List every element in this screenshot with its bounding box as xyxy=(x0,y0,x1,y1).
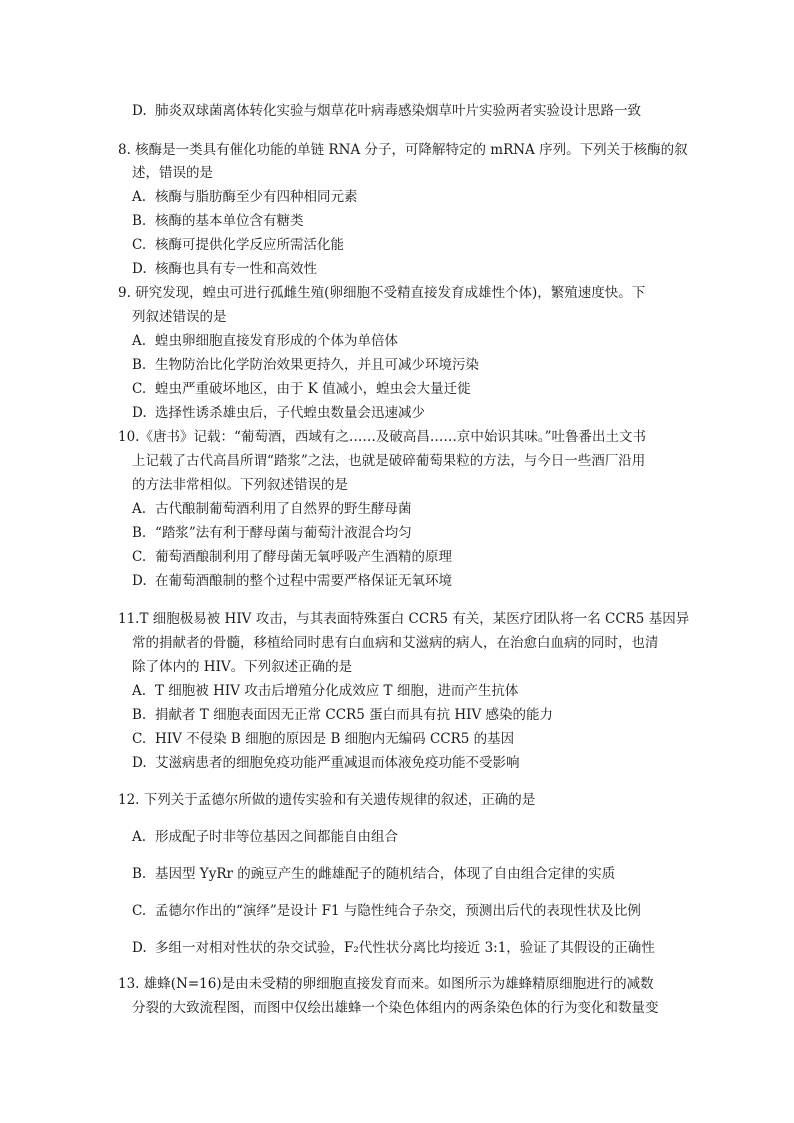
q8-option-d xyxy=(132,259,317,279)
q10-option-a xyxy=(132,499,412,519)
q9-option-a xyxy=(132,331,398,351)
q9-stem-line-1: 9. 研究发现，蝗虫可进行孤雌生殖(卵细胞不受精直接发育成雄性个体)，繁殖速度快。下 xyxy=(118,285,646,301)
option-text: 核酶与脂肪酶至少有四种相同元素 xyxy=(155,189,358,205)
option-text: 在葡萄酒酿制的整个过程中需要严格保证无氧环境 xyxy=(155,573,452,589)
q12-stem-line-1: 12. 下列关于孟德尔所做的遗传实验和有关遗传规律的叙述，正确的是 xyxy=(118,792,536,808)
q9-option-b xyxy=(132,355,479,375)
option-label: B. xyxy=(132,357,147,373)
option-label: B. xyxy=(132,525,147,541)
q12-option-d xyxy=(132,938,655,958)
option-label: C. xyxy=(132,549,147,565)
q11-option-b xyxy=(132,705,553,725)
q11-option-a xyxy=(132,681,518,701)
option-text: 孟德尔作出的“演绎”是设计 F1 与隐性纯合子杂交，预测出后代的表现性状及比例 xyxy=(155,903,641,919)
option-text: 基因型 YyRr 的豌豆产生的雌雄配子的随机结合，体现了自由组合定律的实质 xyxy=(155,866,616,882)
option-label: D. xyxy=(132,573,147,589)
option-text: T 细胞被 HIV 攻击后增殖分化成效应 T 细胞，进而产生抗体 xyxy=(155,683,519,699)
option-label: A. xyxy=(132,501,147,517)
option-label: A. xyxy=(132,189,147,205)
option-text: 蝗虫严重破坏地区，由于 K 值减小，蝗虫会大量迁徙 xyxy=(155,381,471,397)
option-label: C. xyxy=(132,731,147,747)
option-label: B. xyxy=(132,866,147,882)
option-label: A. xyxy=(132,683,147,699)
q13-stem-line-1: 13. 雄蜂(N=16)是由未受精的卵细胞直接发育而来。如图所示为雄蜂精原细胞进行的减数 xyxy=(118,976,654,992)
q12-option-c xyxy=(132,901,641,921)
q10-option-b xyxy=(132,523,412,543)
q7-option-d xyxy=(132,101,641,121)
option-text: 肺炎双球菌离体转化实验与烟草花叶病毒感染烟草叶片实验两者实验设计思路一致 xyxy=(155,103,641,119)
q8-option-a xyxy=(132,187,358,207)
q9-stem-line-2: 列叙述错误的是 xyxy=(132,309,227,325)
option-text: 核酶可提供化学反应所需活化能 xyxy=(155,237,344,253)
q8-option-b xyxy=(132,211,304,231)
option-label: D. xyxy=(132,405,147,421)
q8-option-c xyxy=(132,235,344,255)
option-label: A. xyxy=(132,333,147,349)
q9-option-c xyxy=(132,379,471,399)
option-label: A. xyxy=(132,829,147,845)
q10-stem-line-2: 上记载了古代高昌所谓“踏浆”之法，也就是破碎葡萄果粒的方法，与今日一些酒厂沿用 xyxy=(132,453,646,469)
option-label: C. xyxy=(132,237,147,253)
option-label: B. xyxy=(132,213,147,229)
q8-stem-line-1: 8. 核酶是一类具有催化功能的单链 RNA 分子，可降解特定的 mRNA 序列。下列关于核酶的叙 xyxy=(118,142,688,158)
option-text: 核酶也具有专一性和高效性 xyxy=(155,261,317,277)
q10-option-d xyxy=(132,571,452,591)
option-text: “踏浆”法有利于酵母菌与葡萄汁液混合均匀 xyxy=(155,525,412,541)
option-label: B. xyxy=(132,707,147,723)
option-text: 蝗虫卵细胞直接发育形成的个体为单倍体 xyxy=(155,333,398,349)
option-text: 形成配子时非等位基因之间都能自由组合 xyxy=(155,829,398,845)
q11-option-c xyxy=(132,729,514,749)
option-text: 生物防治比化学防治效果更持久，并且可减少环境污染 xyxy=(155,357,479,373)
q11-stem-line-1: 11.T 细胞极易被 HIV 攻击，与其表面特殊蛋白 CCR5 有关，某医疗团队将一名 CCR5 基因异 xyxy=(118,611,690,627)
option-text: 古代酿制葡萄酒利用了自然界的野生酵母菌 xyxy=(155,501,412,517)
q11-option-d xyxy=(132,753,520,773)
q11-stem-line-3: 除了体内的 HIV。下列叙述正确的是 xyxy=(132,659,353,675)
option-label: C. xyxy=(132,381,147,397)
option-label: D. xyxy=(132,103,147,119)
option-text: 多组一对相对性状的杂交试验，F₂代性状分离比均接近 3:1，验证了其假设的正确性 xyxy=(155,940,655,956)
q12-option-b xyxy=(132,864,615,884)
option-label: D. xyxy=(132,755,147,771)
option-text: 核酶的基本单位含有糖类 xyxy=(155,213,304,229)
q11-stem-line-2: 常的捐献者的骨髓，移植给同时患有白血病和艾滋病的病人，在治愈白血病的同时，也清 xyxy=(132,635,659,651)
q10-stem-line-1: 10.《唐书》记载：“葡萄酒，西域有之……及破高昌……京中始识其味。”吐鲁番出土文书 xyxy=(118,429,647,445)
q10-option-c xyxy=(132,547,452,567)
q12-option-a xyxy=(132,827,398,847)
q10-stem-line-3: 的方法非常相似。下列叙述错误的是 xyxy=(132,477,348,493)
option-text: HIV 不侵染 B 细胞的原因是 B 细胞内无编码 CCR5 的基因 xyxy=(155,731,515,747)
option-text: 选择性诱杀雄虫后，子代蝗虫数量会迅速减少 xyxy=(155,405,425,421)
option-label: D. xyxy=(132,940,147,956)
option-text: 艾滋病患者的细胞免疫功能严重减退而体液免疫功能不受影响 xyxy=(155,755,520,771)
q9-option-d xyxy=(132,403,425,423)
option-label: D. xyxy=(132,261,147,277)
option-text: 葡萄酒酿制利用了酵母菌无氧呼吸产生酒精的原理 xyxy=(155,549,452,565)
option-label: C. xyxy=(132,903,147,919)
q8-stem-line-2: 述，错误的是 xyxy=(132,165,213,181)
q13-stem-line-2: 分裂的大致流程图，而图中仅绘出雄蜂一个染色体组内的两条染色体的行为变化和数量变 xyxy=(132,1000,659,1016)
option-text: 捐献者 T 细胞表面因无正常 CCR5 蛋白而具有抗 HIV 感染的能力 xyxy=(155,707,554,723)
